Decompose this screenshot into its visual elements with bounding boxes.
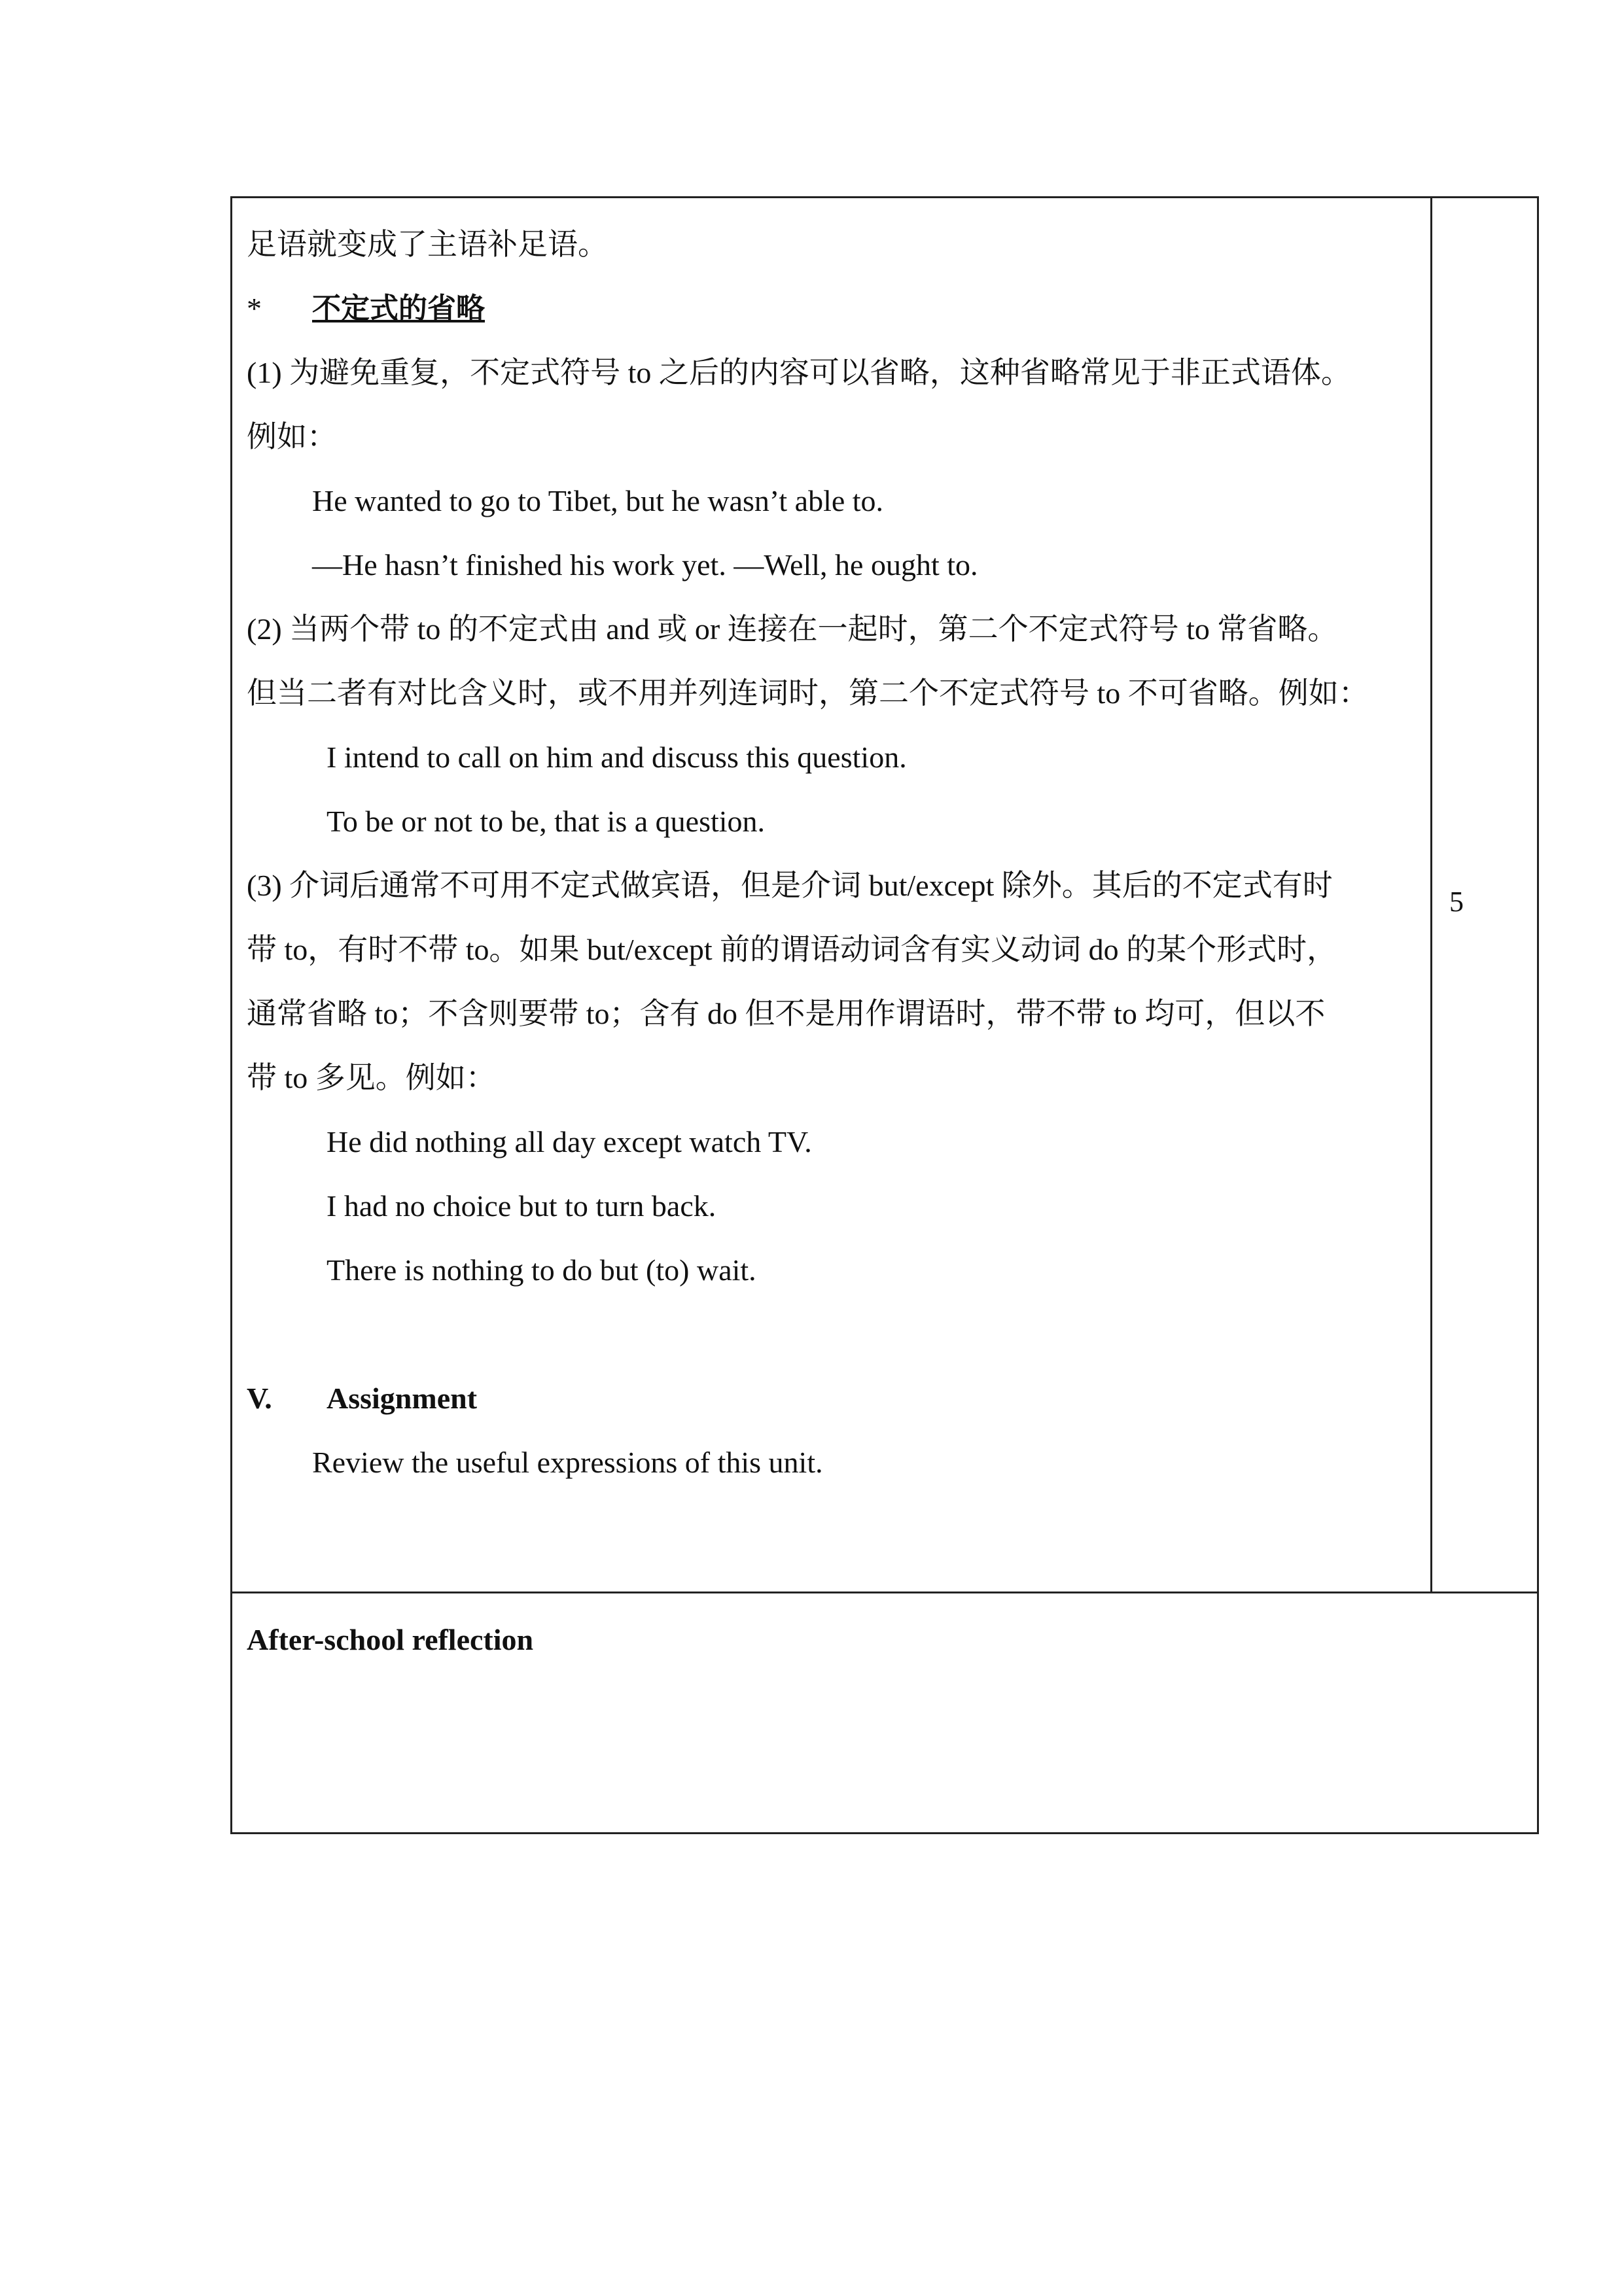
rule1-example-1: He wanted to go to Tibet, but he wasn’t able to. [312,484,884,517]
rule3-line2: 带 to，有时不带 to。如果 but/except 前的谓语动词含有实义动词 do 的某个形式时， [247,933,1337,966]
rule2-line2: 但当二者有对比含义时，或不用并列连词时，第二个不定式符号 to 不可省略。例如： [247,676,1369,710]
reflection-row [232,1593,1538,1834]
lesson-plan-table [230,196,1539,1834]
time-minutes: 5 [1449,885,1464,918]
content-cell [232,198,1432,1593]
content-row [232,198,1538,1593]
assignment-text: Review the useful expressions of this unit. [312,1446,823,1479]
rule3-line4: 带 to 多见。例如： [247,1061,496,1094]
time-cell [1432,198,1538,1593]
heading-title: 不定式的省略 [312,292,485,325]
rule3-line3: 通常省略 to；不含则要带 to；含有 do 但不是用作谓语时，带不带 to 均可，但以不 [247,997,1326,1030]
reflection-label: After-school reflection [247,1623,534,1656]
omission-heading [247,277,1430,341]
content-body [232,198,1430,1495]
reflection-cell [232,1593,1538,1834]
rule3-example-2: I had no choice but to turn back. [327,1189,716,1223]
intro-line: 足语就变成了主语补足语。 [247,228,608,261]
rule1-line1: (1) 为避免重复，不定式符号 to 之后的内容可以省略，这种省略常见于非正式语体。 [247,356,1351,389]
spacer [247,1302,1430,1366]
section-number: V. [247,1382,272,1415]
rule3-example-1: He did nothing all day except watch TV. [327,1125,812,1158]
rule3-example-3: There is nothing to do but (to) wait. [327,1253,756,1287]
rule2-line1: (2) 当两个带 to 的不定式由 and 或 or 连接在一起时，第二个不定式符号 to 常省略。 [247,612,1338,646]
rule1-example-2: —He hasn’t finished his work yet. —Well, he ought to. [312,548,978,582]
rule2-example-2: To be or not to be, that is a question. [327,805,766,838]
rule2-example-1: I intend to call on him and discuss this question. [327,740,907,774]
rule3-line1: (3) 介词后通常不可用不定式做宾语，但是介词 but/except 除外。其后的不定式有时 [247,869,1333,902]
heading-marker: * [247,292,262,325]
assignment-heading [247,1366,1430,1431]
section-title: Assignment [327,1382,478,1415]
rule1-line2: 例如： [247,420,337,453]
